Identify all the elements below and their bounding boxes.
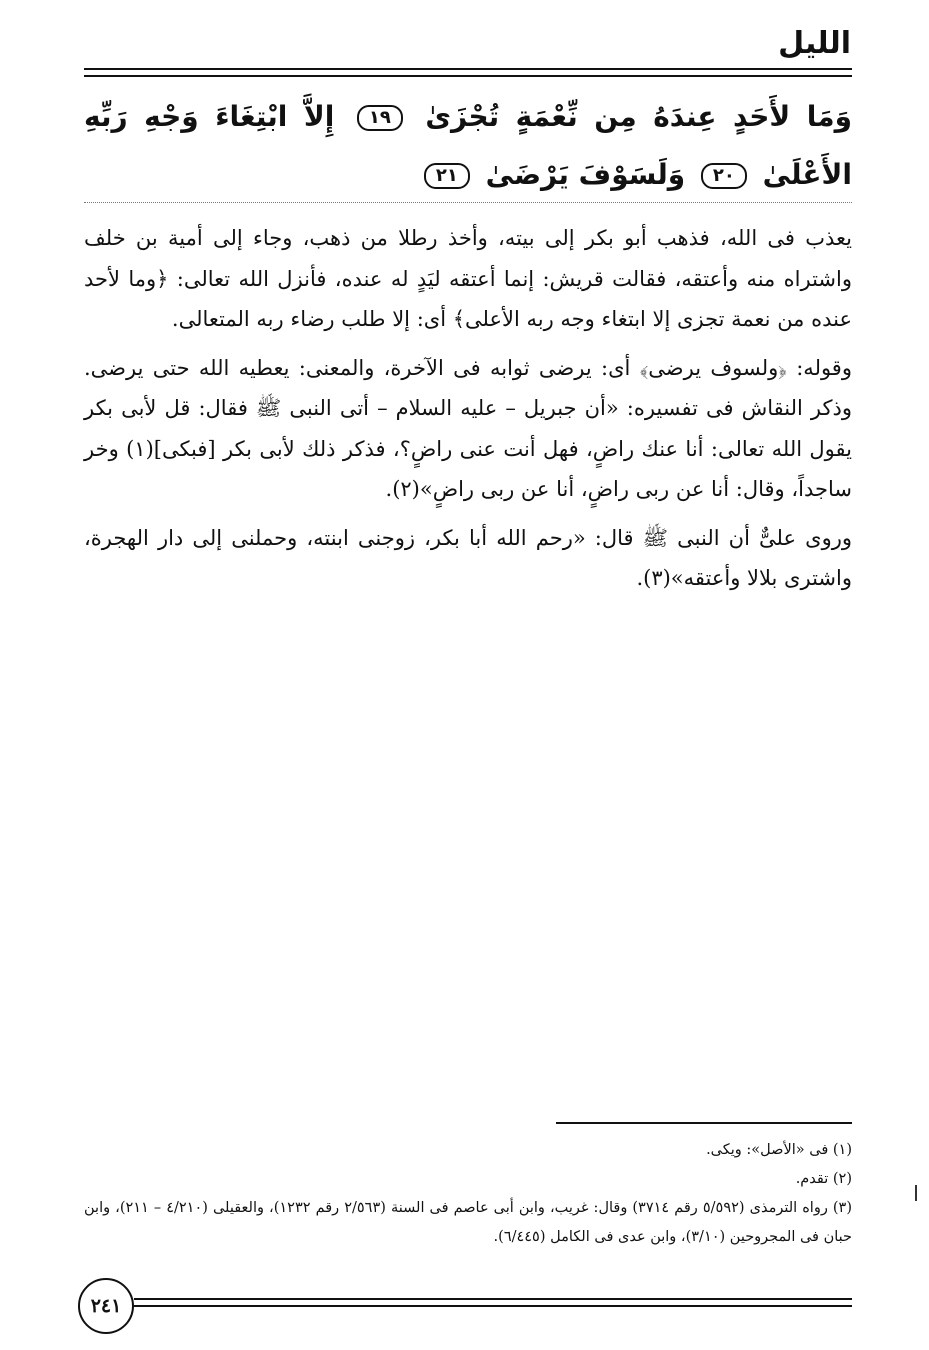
ayah-number-marker: ١٩ [357,105,403,131]
footnote-item: (١) فى «الأصل»: ويكى. [706,1142,852,1158]
footnote-item: (٢) تقدم. [795,1171,852,1187]
footnote-item: (٣) رواه الترمذى (٥/٥٩٢ رقم ٣٧١٤) وقال: غريب، وابن أبى عاصم فى السنة (٢/٥٦٣ رقم ١٢٣٢)، والعقيلى (٤/٢١٠ – ٢١١)، وابن حبان فى المجروحين (٣/١٠)، وابن عدى فى الكامل (٦/٤٤٥). [84,1200,852,1245]
ayah-number-marker: ٢٠ [701,163,747,189]
running-header-title: الليل [778,26,851,61]
commentary-body [84,218,852,607]
body-paragraph: وقوله: ﴿ولسوف يرضى﴾ أى: يرضى ثوابه فى الآخرة، والمعنى: يعطيه الله حتى يرضى. وذكر النقاش فى تفسيره: «أن جبريل – عليه السلام – أتى النبى ﷺ فقال: قل لأبى بكر يقول الله تعالى: أنا عنك راضٍ، فهل أنت عنى راضٍ؟، فذكر ذلك لأبى بكر [فبكى](١) وخر ساجداً، وقال: أنا عن ربى راضٍ، أنا عن ربى راضٍ»(٢). [84,355,852,501]
quran-verse-block [84,88,852,204]
verse-part-3: وَلَسَوْفَ يَرْضَىٰ [485,158,686,191]
page-number: ٢٤١ [78,1278,134,1334]
verse-part-1: وَمَا لأَحَدٍ عِندَهُ مِن نِّعْمَةٍ تُجْزَىٰ [425,100,853,133]
margin-mark [915,1185,917,1201]
body-paragraph: وروى علىٌّ أن النبى ﷺ قال: «رحم الله أبا بكر، زوجنى ابنته، وحملنى إلى دار الهجرة، واشترى بلالا وأعتقه»(٣). [84,525,852,590]
ayah-number-marker: ٢١ [424,163,470,189]
verse-divider [84,202,852,203]
footnotes [84,1136,852,1252]
verse-part-2: إِلاَّ ابْتِغَاءَ وَجْهِ رَبِّهِ الأَعْلَىٰ [84,100,852,191]
header-divider [84,68,852,77]
footnote-separator [556,1122,852,1124]
footer-divider [134,1298,852,1307]
body-paragraph: يعذب فى الله، فذهب أبو بكر إلى بيته، وأخذ رطلا من ذهب، وجاء إلى أمية بن خلف واشتراه منه وأعتقه، فقالت قريش: إنما أعتقه ليَدٍ له عنده، فأنزل الله تعالى: ﴿وما لأحد عنده من نعمة تجزى إلا ابتغاء وجه ربه الأعلى﴾ أى: إلا طلب رضاء ربه المتعالى. [84,226,852,331]
